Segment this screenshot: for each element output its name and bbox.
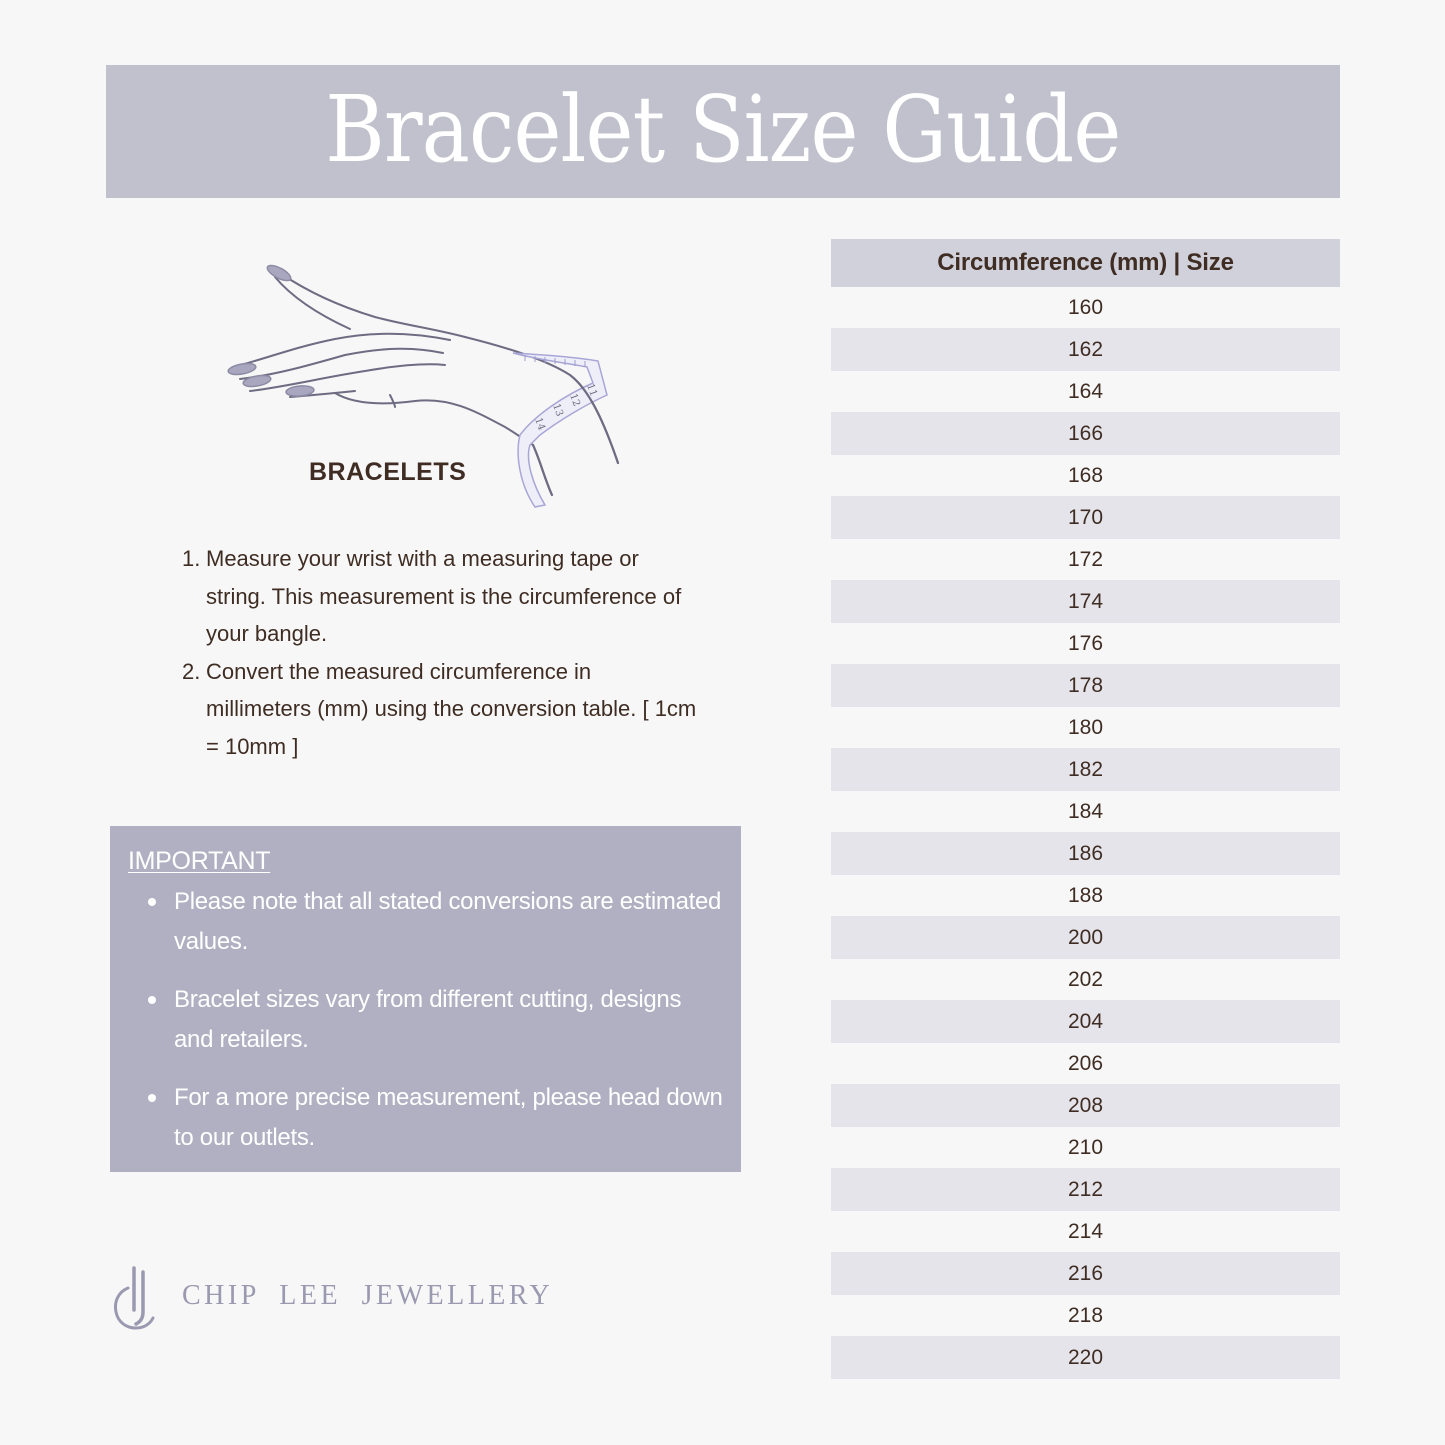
instruction-step xyxy=(182,653,702,766)
svg-text:14: 14 xyxy=(532,416,547,432)
table-row: 200 xyxy=(831,916,1340,959)
table-row: 176 xyxy=(831,623,1340,664)
table-row: 212 xyxy=(831,1168,1340,1211)
table-row: 206 xyxy=(831,1043,1340,1084)
table-row: 178 xyxy=(831,664,1340,707)
table-row: 220 xyxy=(831,1336,1340,1379)
important-item xyxy=(148,980,723,1060)
important-item-text: Bracelet sizes vary from different cutting, designs and retailers. xyxy=(174,986,682,1053)
instructions-list xyxy=(182,540,702,766)
table-row: 160 xyxy=(831,287,1340,328)
important-heading: IMPORTANT xyxy=(128,847,271,875)
table-row: 218 xyxy=(831,1295,1340,1336)
svg-text:13: 13 xyxy=(550,402,565,418)
table-row: 184 xyxy=(831,791,1340,832)
table-row: 166 xyxy=(831,412,1340,455)
table-row: 216 xyxy=(831,1252,1340,1295)
bracelets-label: BRACELETS xyxy=(309,458,467,486)
table-row: 208 xyxy=(831,1084,1340,1127)
title-banner xyxy=(106,65,1340,198)
bullet-icon xyxy=(148,898,156,906)
important-item xyxy=(148,882,723,962)
table-body xyxy=(831,287,1340,1379)
svg-text:12: 12 xyxy=(567,392,582,408)
table-row: 168 xyxy=(831,455,1340,496)
step-number: 2. xyxy=(182,658,201,684)
page-title: Bracelet Size Guide xyxy=(325,75,1121,183)
important-list xyxy=(128,882,723,1158)
important-item-text: Please note that all stated conversions are estimated values. xyxy=(174,888,722,955)
table-row: 186 xyxy=(831,832,1340,875)
cl-monogram-icon xyxy=(112,1262,158,1330)
table-row: 162 xyxy=(831,328,1340,371)
important-item-text: For a more precise measurement, please head down to our outlets. xyxy=(174,1084,723,1151)
table-row: 172 xyxy=(831,539,1340,580)
important-notice-box xyxy=(110,826,741,1172)
step-text: Convert the measured circumference in millimeters (mm) using the conversion table. [ 1cm = 10mm ] xyxy=(206,658,697,759)
table-row: 204 xyxy=(831,1000,1340,1043)
table-row: 202 xyxy=(831,959,1340,1000)
table-row: 182 xyxy=(831,748,1340,791)
table-row: 164 xyxy=(831,371,1340,412)
svg-text:11: 11 xyxy=(584,382,599,398)
table-row: 174 xyxy=(831,580,1340,623)
brand-logo xyxy=(112,1262,553,1330)
table-row: 214 xyxy=(831,1211,1340,1252)
table-header: Circumference (mm) | Size xyxy=(831,239,1340,287)
bullet-icon xyxy=(148,1094,156,1102)
table-row: 170 xyxy=(831,496,1340,539)
brand-name: CHIP LEE JEWELLERY xyxy=(182,1280,554,1311)
important-item xyxy=(148,1078,723,1158)
table-row: 210 xyxy=(831,1127,1340,1168)
table-row: 188 xyxy=(831,875,1340,916)
table-row: 180 xyxy=(831,707,1340,748)
instruction-step xyxy=(182,540,702,653)
step-number: 1. xyxy=(182,546,201,571)
size-conversion-table xyxy=(831,239,1340,1379)
step-text: Measure your wrist with a measuring tape or string. This measurement is the circumference of your bangle. xyxy=(206,546,682,647)
bullet-icon xyxy=(148,996,156,1004)
